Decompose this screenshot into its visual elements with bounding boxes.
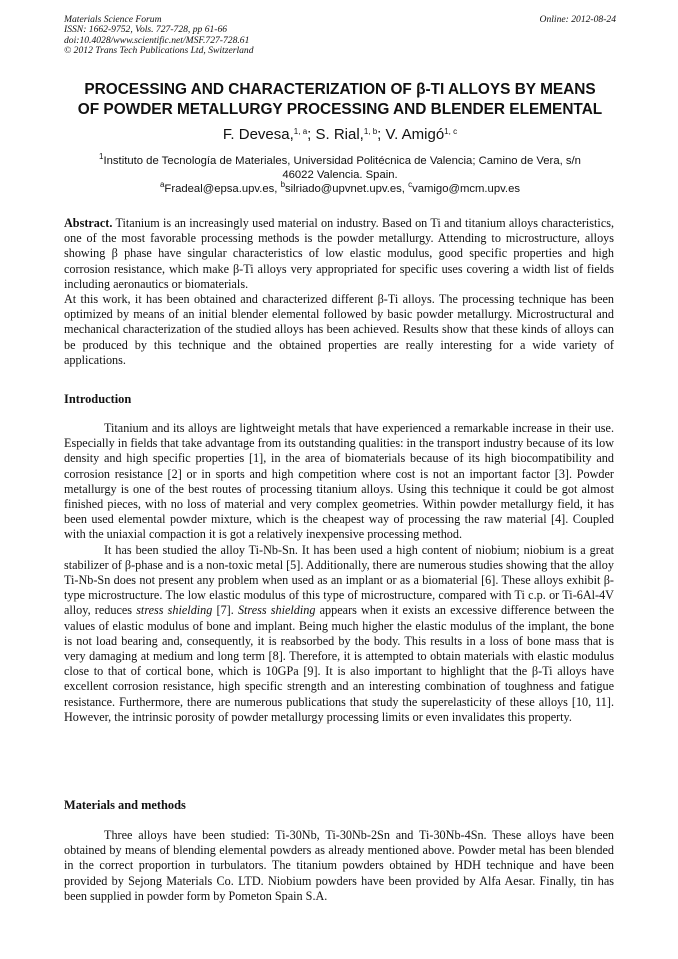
email-c-marker: c	[408, 180, 413, 189]
author-1: F. Devesa,	[222, 126, 294, 143]
email-c[interactable]: vamigo@mcm.upv.es	[412, 183, 521, 195]
author-3-affil: 1, c	[444, 127, 458, 136]
affiliation-line-2: 46022 Valencia. Spain.	[282, 169, 398, 181]
issn-line: ISSN: 1662-9752, Vols. 727-728, pp 61-66	[64, 24, 228, 36]
doi-line: doi:10.4028/www.scientific.net/MSF.727-728.61	[64, 34, 250, 46]
abstract-label: Abstract.	[64, 216, 113, 230]
journal-meta	[64, 15, 616, 57]
email-b-marker: b	[280, 180, 286, 189]
affiliation-number: 1	[99, 152, 104, 161]
intro-p2-text-b: [7].	[212, 603, 238, 618]
intro-p2-emphasis-1: stress shielding	[136, 603, 213, 618]
email-a-marker: a	[159, 180, 165, 189]
author-2-affil: 1, b	[363, 127, 378, 136]
introduction-body	[64, 421, 614, 725]
paper-title	[40, 80, 640, 119]
email-b[interactable]: silriado@upvnet.upv.es,	[285, 183, 405, 195]
online-date: Online: 2012-08-24	[539, 14, 616, 25]
journal-name: Materials Science Forum	[64, 14, 162, 25]
email-a[interactable]: Fradeal@epsa.upv.es,	[164, 183, 278, 195]
intro-p2-text-c: appears when it exists an excessive difference between the values of elastic modulus of bone and implant. Being much higher the elastic modulus of the implant, the bone is not load bearing and, consequently, it is reabsorbed by the body. This results in a loss of bone mass that is very damaging at medium and long term [8]. Therefore, it is attempted to obtain materials with elastic modulus close to that of cortical bone, which is 10GPa [9]. It is also important to highlight that the β-Ti alloys have excellent corrosion resistance, high specific strength and an interesting combination of toughness and fatigue resistance. Furthermore, there are numerous publications that study the superelasticity of these alloys [10, 11]. However, the intrinsic porosity of powder metallurgy processing limits or even invalidates this property.	[64, 603, 615, 724]
materials-methods-heading: Materials and methods	[64, 798, 186, 812]
affiliation-line-1	[64, 154, 616, 168]
introduction-heading: Introduction	[64, 392, 132, 406]
title-line-1: PROCESSING AND CHARACTERIZATION OF β-TI ALLOYS BY MEANS	[84, 81, 596, 98]
affiliation	[64, 154, 616, 196]
email-line	[64, 182, 616, 196]
institution: Instituto de Tecnología de Materiales, Universidad Politécnica de Valencia; Camino de Vera, s/n	[103, 155, 581, 167]
intro-p2-emphasis-2: Stress shielding	[237, 603, 316, 618]
intro-p2-text-a: It has been studied the alloy Ti-Nb-Sn. It has been used a high content of niobium; niobium is a great stabilizer of β-phase and is a non-toxic metal [5]. Additionally, there are numerous studies showing that the alloy Ti-Nb-Sn does not present any problem when used as an implant or as a biomaterial [6]. These alloys exhibit β-type microstructure. The low elastic modulus of this type of microstructure, compared with Ti c.p. or Ti-6Al-4V alloy, reduces	[64, 542, 614, 618]
abstract	[64, 216, 614, 368]
author-2: ; S. Rial,	[307, 126, 364, 143]
title-line-2: OF POWDER METALLURGY PROCESSING AND BLENDER ELEMENTAL	[77, 100, 603, 118]
abstract-paragraph-1	[64, 216, 614, 292]
author-1-affil: 1, a	[293, 127, 308, 136]
abstract-paragraph-2: At this work, it has been obtained and characterized different β-Ti alloys. The processing technique has been optimized by means of an initial blender elemental followed by basic powder metallurgy. Microstructural and mechanical characterization of the studied alloys has been achieved. Results show that these kinds of alloys can be produced by this technique and the obtained properties are really interesting for a wide variety of applications.	[64, 292, 614, 367]
author-list	[40, 126, 640, 144]
copyright-line: © 2012 Trans Tech Publications Ltd, Switzerland	[64, 45, 254, 57]
materials-methods-body	[64, 828, 614, 904]
intro-paragraph-1: Titanium and its alloys are lightweight metals that have experienced a remarkable increase in their use. Especially in fields that take advantage from its outstanding qualities: in the transport industry because of its low density and high specific properties [1], in the area of biomaterials because of its high biocompatibility and corrosion resistance [2] or in sports and high competition where cost is not an important factor [3]. Powder metallurgy is one of the best routes of processing titanium alloys. Using this technique it could be got almost finished pieces, with no loss of material and very complex geometries. Within powder metallurgy field, it has been used elemental powder mixture, which is the cheapest way of processing the raw material [4]. Coupled with the uniaxial compaction it is got a relatively inexpensive processing method.	[64, 421, 615, 542]
intro-paragraph-2	[64, 543, 614, 725]
abstract-text-1: Titanium is an increasingly used material on industry. Based on Ti and titanium alloys characteristics, one of the most favorable processing methods is the powder metallurgy. Attending to microstructure, alloys showing β phase have singular characteristics of low elastic modulus, good specific properties and high corrosion resistance, which make β-Ti alloys very appropriated for specific uses covering a width list of fields including aeronautics or biomaterials.	[64, 216, 615, 291]
mm-paragraph-1: Three alloys have been studied: Ti-30Nb, Ti-30Nb-2Sn and Ti-30Nb-4Sn. These alloys have been obtained by means of blending elemental powders as already mentioned above. Powder metal has been blended in the correct proportion in turbulators. The titanium powders obtained by HDH technique and have been provided by Sejong Materials Co. LTD. Niobium powders have been provided by Alfa Aesar. Finally, tin has been supplied in powder form by Pometon Spain S.A.	[64, 828, 614, 903]
author-3: ; V. Amigó	[377, 126, 445, 143]
